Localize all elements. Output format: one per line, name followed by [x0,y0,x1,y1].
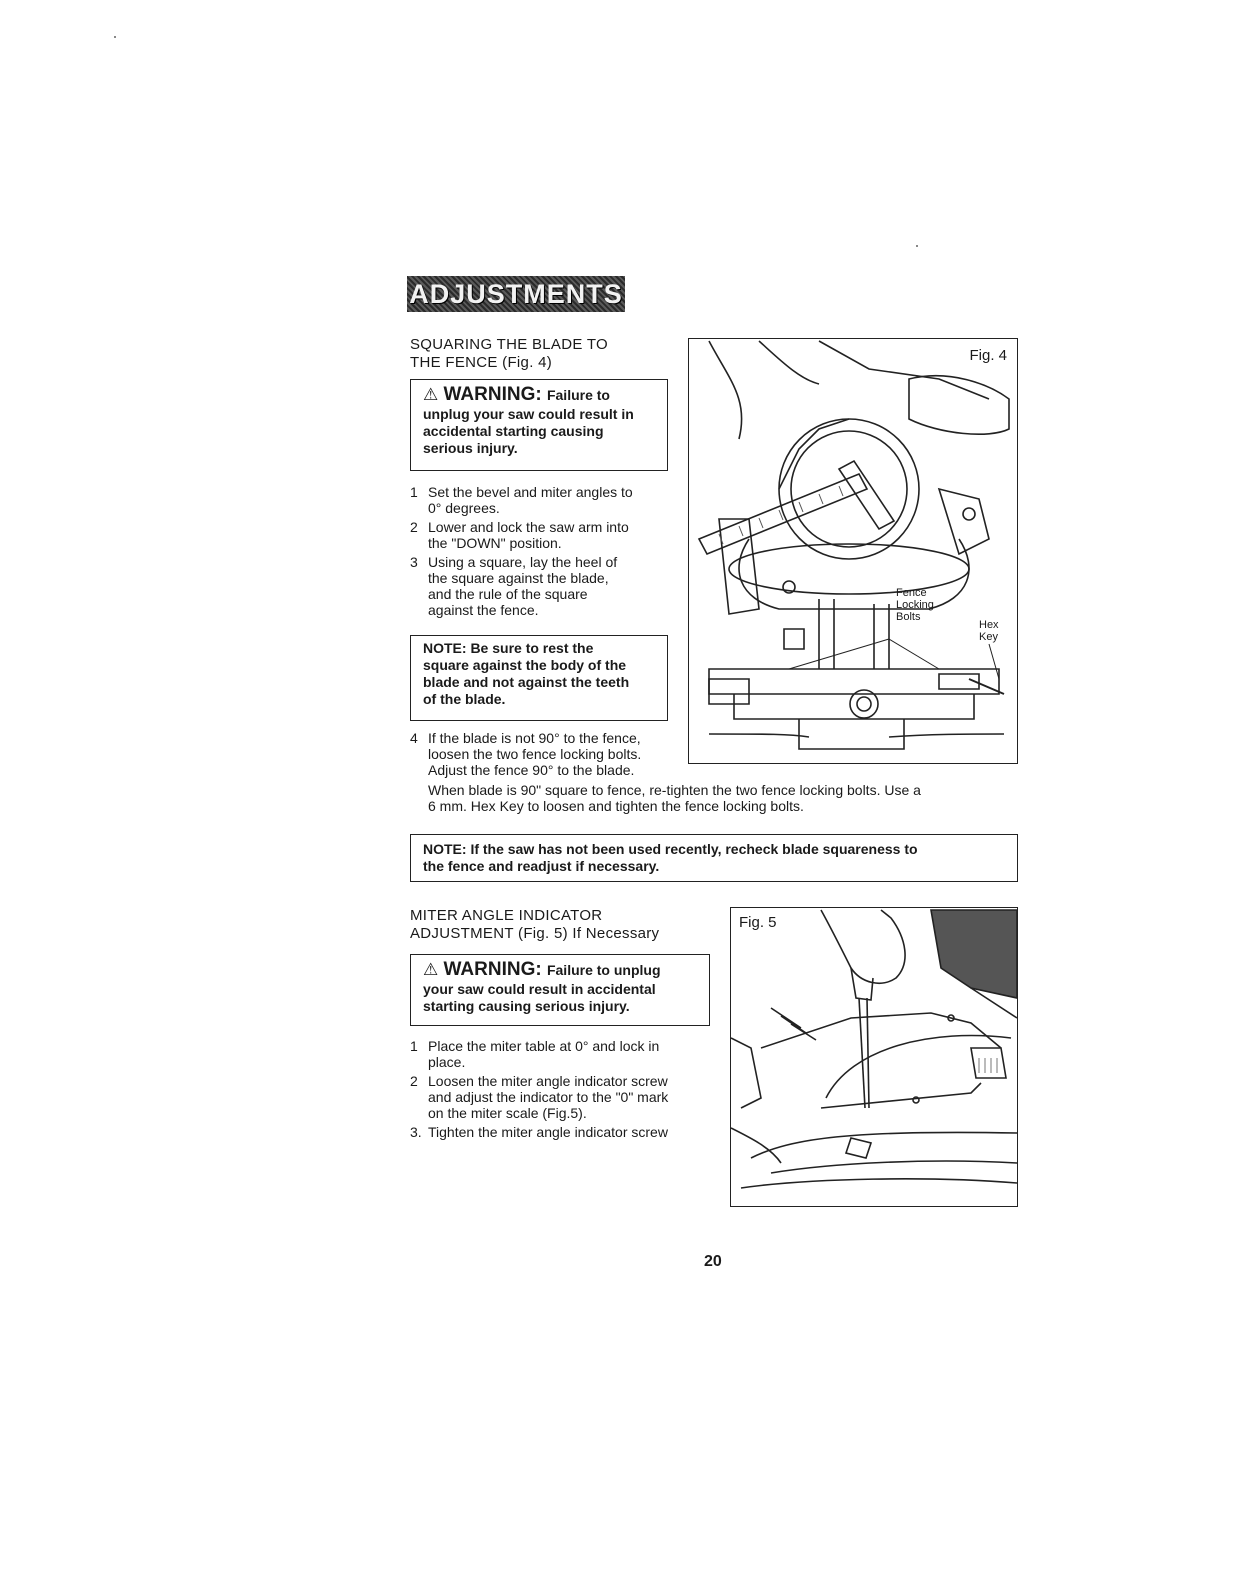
step-number: 1 [410,1038,418,1054]
step-line: Using a square, lay the heel of [428,554,618,570]
heading-line: THE FENCE (Fig. 4) [410,354,553,371]
warning-text [423,981,699,1015]
warning-line: starting causing serious injury. [423,998,630,1014]
section-heading-squaring [410,336,608,372]
note-line: blade and not against the teeth [423,674,630,690]
step-item [410,1073,720,1121]
callout-line: Hex [979,619,999,631]
step-number: 2 [410,1073,418,1089]
step-line: against the fence. [428,602,539,618]
step-item [410,1124,720,1140]
miter-indicator-illustration [731,908,1017,1206]
warning-triangle-icon: ⚠ [423,960,439,979]
step-line: Loosen the miter angle indicator screw [428,1073,668,1089]
step-line: the "DOWN" position. [428,535,562,551]
scan-mark [114,36,116,38]
step-line: Adjust the fence 90° to the blade. [428,762,635,778]
warning-line: accidental starting causing [423,423,604,439]
note-line: NOTE: If the saw has not been used recently, recheck blade squareness to [423,841,918,857]
miter-saw-squaring-illustration [689,339,1017,763]
warning-line: serious injury. [423,440,518,456]
text-line: When blade is 90" square to fence, re-tighten the two fence locking bolts. Use a [428,782,921,798]
step-line: and the rule of the square [428,586,588,602]
section-heading-miter [410,907,659,943]
warning-label: WARNING: [443,959,542,980]
step-number: 4 [410,730,418,746]
warning-line: your saw could result in accidental [423,981,656,997]
step-line: Tighten the miter angle indicator screw [428,1124,668,1140]
step-number: 3. [410,1124,422,1140]
step-line: and adjust the indicator to the "0" mark [428,1089,669,1105]
warning-label: WARNING: [443,384,542,405]
step-line: loosen the two fence locking bolts. [428,746,642,762]
step-line: place. [428,1054,466,1070]
step-4 [410,730,690,781]
warning-title [423,384,657,406]
note-box-recheck [410,834,1018,882]
warning-lead: Failure to unplug [546,962,661,978]
callout-line: Locking [896,599,934,611]
callout-hex-key [979,619,999,643]
figure-5 [730,907,1018,1207]
step-line: 0° degrees. [428,500,500,516]
figure-label: Fig. 4 [969,347,1007,364]
note-line: the fence and readjust if necessary. [423,858,660,874]
warning-box [410,379,668,471]
page-number: 20 [704,1253,722,1270]
step-item [410,484,675,516]
banner-title: ADJUSTMENTS [409,279,623,309]
warning-box [410,954,710,1026]
step-line: Lower and lock the saw arm into [428,519,629,535]
step-number: 2 [410,519,418,535]
text-line: 6 mm. Hex Key to loosen and tighten the fence locking bolts. [428,798,804,814]
heading-line: ADJUSTMENT (Fig. 5) If Necessary [410,925,660,942]
callout-line: Bolts [896,611,921,623]
warning-title [423,959,699,981]
callout-line: Fence [896,587,927,599]
note-box [410,635,668,721]
heading-line: MITER ANGLE INDICATOR [410,907,603,924]
callout-fence-locking-bolts [896,587,934,623]
scan-mark [916,245,918,247]
warning-lead: Failure to [546,387,610,403]
step-line: on the miter scale (Fig.5). [428,1105,587,1121]
step-4-continuation [428,782,1028,814]
steps-list-squaring [410,484,675,621]
steps-list-miter [410,1038,720,1143]
figure-label: Fig. 5 [739,914,777,931]
step-line: Set the bevel and miter angles to [428,484,633,500]
warning-line: unplug your saw could result in [423,406,634,422]
step-line: the square against the blade, [428,570,609,586]
step-item [410,519,675,551]
callout-line: Key [979,631,998,643]
step-line: If the blade is not 90° to the fence, [428,730,641,746]
step-number: 3 [410,554,418,570]
step-item [410,730,690,778]
warning-triangle-icon: ⚠ [423,385,439,404]
warning-text [423,406,657,457]
note-line: NOTE: Be sure to rest the [423,640,594,656]
figure-4 [688,338,1018,764]
step-item [410,1038,720,1070]
heading-line: SQUARING THE BLADE TO [410,336,609,353]
section-banner [407,276,625,312]
step-number: 1 [410,484,418,500]
note-line: of the blade. [423,691,506,707]
step-item [410,554,675,618]
step-line: Place the miter table at 0° and lock in [428,1038,660,1054]
note-line: square against the body of the [423,657,627,673]
